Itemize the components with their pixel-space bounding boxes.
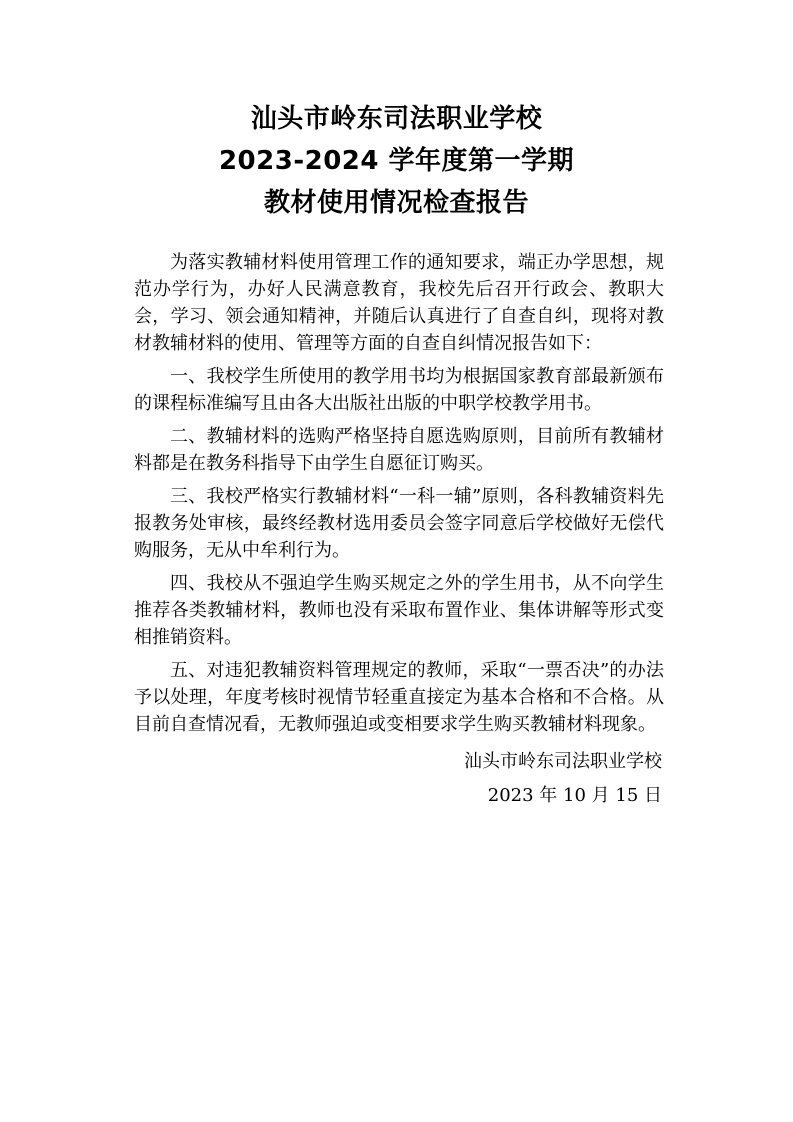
report-body <box>134 249 664 744</box>
paragraph-item-3: 三、我校严格实行教辅材料“一科一辅”原则，各科教辅资料先报教务处审核，最终经教材选用委员会签字同意后学校做好无偿代购服务，无从中牟利行为。 <box>134 486 664 561</box>
paragraph-item-5: 五、对违犯教辅资料管理规定的教师，采取“一票否决”的办法予以处理，年度考核时视情节轻重直接定为基本合格和不合格。从目前自查情况看，无教师强迫或变相要求学生购买教辅材料现象。 <box>134 660 664 735</box>
document-title <box>0 98 793 224</box>
paragraph-item-1: 一、我校学生所使用的教学用书均为根据国家教育部最新颁布的课程标准编写且由各大出版社出版的中职学校教学用书。 <box>134 366 664 414</box>
paragraph-item-4: 四、我校从不强迫学生购买规定之外的学生用书，从不向学生推荐各类教辅材料，教师也没有采取布置作业、集体讲解等形式变相推销资料。 <box>134 573 664 648</box>
signature-block <box>464 745 662 813</box>
title-school-name: 汕头市岭东司法职业学校 <box>250 104 543 134</box>
signature-school: 汕头市岭东司法职业学校 <box>464 751 662 772</box>
title-term: 2023-2024 学年度第一学期 <box>218 146 575 176</box>
paragraph-item-2: 二、教辅材料的选购严格坚持自愿选购原则，目前所有教辅材料都是在教务科指导下由学生自愿征订购买。 <box>134 426 664 474</box>
paragraph-intro: 为落实教辅材料使用管理工作的通知要求，端正办学思想，规范办学行为，办好人民满意教育，我校先后召开行政会、教职大会，学习、领会通知精神，并随后认真进行了自查自纠，现将对教材教辅材料的使用、管理等方面的自查自纠情况报告如下： <box>134 252 664 354</box>
signature-date: 2023 年 10 月 15 日 <box>487 785 662 806</box>
title-report-name: 教材使用情况检查报告 <box>263 188 529 218</box>
